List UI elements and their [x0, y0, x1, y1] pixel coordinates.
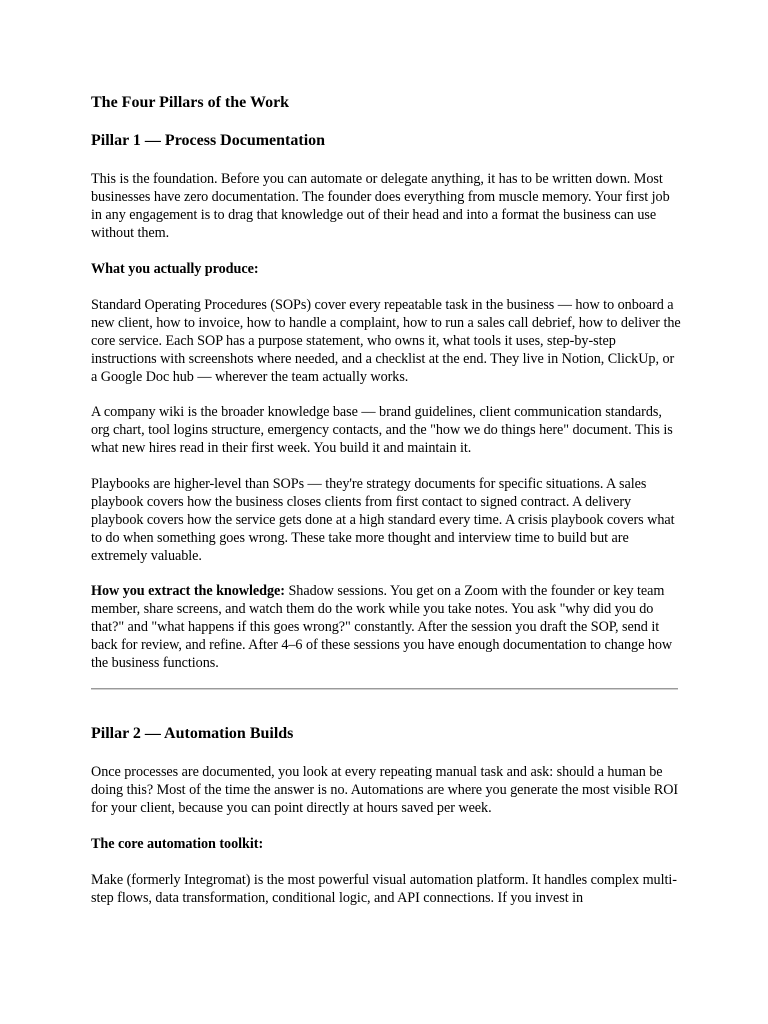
- extract-label: How you extract the knowledge:: [91, 583, 285, 599]
- produce-label: What you actually produce:: [91, 261, 259, 277]
- pillar-1-intro: This is the foundation. Before you can automate or delegate anything, it has to be written down. Most businesses have zero documentation. The founder does everything from muscle memory. Your first job in any engagement is to drag that knowledge out of their head and into a format the business can use without them.: [91, 171, 670, 241]
- toolkit-label: The core automation toolkit:: [91, 836, 264, 852]
- make-paragraph: Make (formerly Integromat) is the most powerful visual automation platform. It handles complex multi-step flows, data transformation, conditional logic, and API connections. If you invest in: [91, 872, 677, 906]
- document-title: The Four Pillars of the Work: [91, 94, 290, 111]
- wiki-paragraph: A company wiki is the broader knowledge base — brand guidelines, client communication standards, org chart, tool logins structure, emergency contacts, and the "how we do things here" document. This is what new hires read in their first week. You build it and maintain it.: [91, 404, 673, 456]
- pillar-2-intro: Once processes are documented, you look at every repeating manual task and ask: should a human be doing this? Most of the time the answer is no. Automations are where you generate the most visible ROI for your client, because you can point directly at hours saved per week.: [91, 764, 679, 816]
- pillar-1-heading: Pillar 1 — Process Documentation: [91, 132, 326, 149]
- extract-paragraph: [91, 582, 681, 672]
- sops-paragraph: Standard Operating Procedures (SOPs) cover every repeatable task in the business — how to onboard a new client, how to invoice, how to handle a complaint, how to run a sales call debrief, how to deliver the core service. Each SOP has a purpose statement, who owns it, what tools it uses, step-by-step instructions with screenshots where needed, and a checklist at the end. They live in Notion, ClickUp, or a Google Doc hub — wherever the team actually works.: [91, 297, 681, 385]
- toolkit-label-paragraph: [91, 835, 681, 853]
- section-divider: [91, 688, 678, 690]
- pillar-2-heading: Pillar 2 — Automation Builds: [91, 725, 294, 742]
- playbooks-paragraph: Playbooks are higher-level than SOPs — they're strategy documents for specific situations. A sales playbook covers how the business closes clients from first contact to signed contract. A delivery playbook covers how the service gets done at a high standard every time. A crisis playbook covers what to do when something goes wrong. These take more thought and interview time to build but are extremely valuable.: [91, 476, 675, 564]
- produce-label-paragraph: [91, 260, 681, 278]
- extract-text: Shadow sessions. You get on a Zoom with the founder or key team member, share screens, and watch them do the work while you take notes. You ask "why did you do that?" and "what happens if this goes wrong?" constantly. After the session you draft the SOP, send it back for review, and refine. After 4–6 of these sessions you have enough documentation to change how the business functions.: [91, 583, 673, 671]
